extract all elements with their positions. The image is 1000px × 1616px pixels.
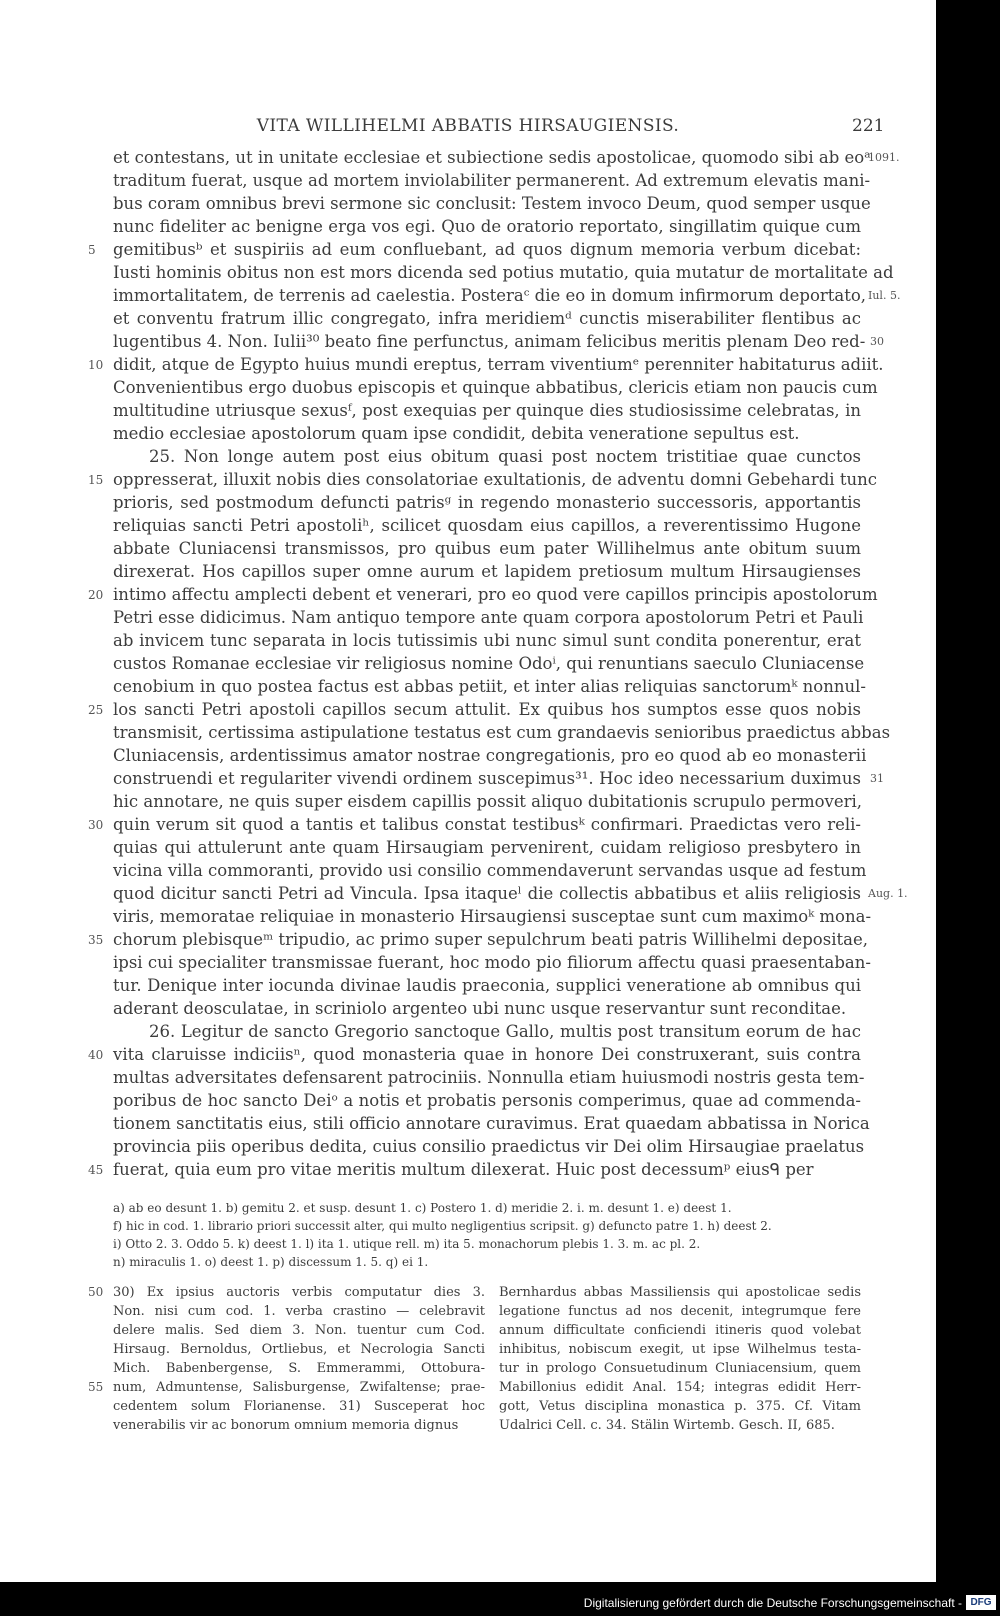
- line-number: 20: [88, 588, 104, 602]
- text-line: Iusti hominis obitus non est mors dicenda sed potius mutatio, quia mutatur de mortalitate ad: [113, 263, 894, 282]
- text-line: viris, memoratae reliquiae in monasterio Hirsaugiensi susceptae sunt cum maximoᵏ mona-: [113, 907, 872, 926]
- text-line: nunc fideliter ac benigne erga vos egi. Quo de oratorio reportato, singillatim quique cum: [113, 217, 861, 236]
- note-line: cedentem solum Florianense. 31) Susceperat hoc: [113, 1399, 485, 1414]
- note-line: 30) Ex ipsius auctoris verbis computatur dies 3.: [113, 1285, 485, 1300]
- line-number: 35: [88, 933, 104, 947]
- text-line: aderant deosculatae, in scriniolo argenteo ubi nunc usque reservantur sunt reconditae.: [113, 999, 847, 1018]
- note-line: legatione functus ad nos decenit, integrumque fere: [499, 1304, 861, 1319]
- text-line: gemitibusᵇ et suspiriis ad eum confluebant, ad quos dignum memoria verbum dicebat:: [113, 240, 861, 259]
- text-line: oppresserat, illuxit nobis dies consolatoriae exultationis, de adventu domni Gebehardi tunc: [113, 470, 877, 489]
- margin-note-ref: 31: [870, 772, 884, 785]
- note-line: Hirsaug. Bernoldus, Ortliebus, et Necrologia Sancti: [113, 1342, 485, 1357]
- text-line: et contestans, ut in unitate ecclesiae et subiectione sedis apostolicae, quomodo sibi ab eoᵃ: [113, 148, 871, 167]
- text-line: lugentibus 4. Non. Iulii³⁰ beato fine perfunctus, animam felicibus meritis plenam Deo red-: [113, 332, 866, 351]
- text-line: construendi et regulariter vivendi ordinem suscepimus³¹. Hoc ideo necessarium duximus: [113, 769, 861, 788]
- text-line: tionem sanctitatis eius, stili officio annotare curavimus. Erat quaedam abbatissa in Norica: [113, 1114, 870, 1133]
- text-line: multas adversitates defensarent patrociniis. Nonnulla etiam huiusmodi nostris gesta tem-: [113, 1068, 865, 1087]
- dfg-logo: DFG: [966, 1595, 996, 1610]
- text-line: quin verum sit quod a tantis et talibus constat testibusᵏ confirmari. Praedictas vero reli-: [113, 815, 861, 834]
- variant-note-line: f) hic in cod. 1. librario priori successit alter, qui multo negligentius scripsit. g) defuncto patre 1. h) deest 2.: [113, 1219, 772, 1233]
- line-number: 5: [88, 243, 96, 257]
- text-line: et conventu fratrum illic congregato, infra meridiemᵈ cunctis miserabiliter flentibus ac: [113, 309, 861, 328]
- text-line: provincia piis operibus dedita, cuius consilio praedictus vir Dei olim Hirsaugiae praelatus: [113, 1137, 865, 1156]
- variant-note-line: i) Otto 2. 3. Oddo 5. k) deest 1. l) ita 1. utique rell. m) ita 5. monachorum plebis 1. 3. m. ac pl. 2.: [113, 1237, 701, 1251]
- text-line: transmisit, certissima astipulatione testatus est cum grandaevis senioribus praedictus abbas: [113, 723, 891, 742]
- text-line: bus coram omnibus brevi sermone sic conclusit: Testem invoco Deum, quod semper usque: [113, 194, 871, 213]
- text-line: multitudine utriusque sexusᶠ, post exequias per quinque dies studiosissime celebratas, in: [113, 401, 861, 420]
- text-line: reliquias sancti Petri apostoliʰ, scilicet quosdam eius capillos, a reverentissimo Hugone: [113, 516, 861, 535]
- running-header: [0, 116, 936, 140]
- note-line: num, Admuntense, Salisburgense, Zwifaltense; prae-: [113, 1380, 485, 1395]
- text-line: intimo affectu amplecti debent et venerari, pro eo quod vere capillos principis apostolorum: [113, 585, 878, 604]
- text-line: vicina villa commoranti, provido usi consilio commendaverunt servandas usque ad festum: [113, 861, 867, 880]
- text-line: prioris, sed postmodum defuncti patrisᵍ in regendo monasterio successoris, apportantis: [113, 493, 861, 512]
- text-line: quias qui attulerunt ante quam Hirsaugiam pervenirent, cuidam religioso presbytero in: [113, 838, 861, 857]
- funding-notice: Digitalisierung gefördert durch die Deutsche Forschungsgemeinschaft -: [583, 1596, 962, 1610]
- note-line: Mabillonius edidit Anal. 154; integras edidit Herr-: [499, 1380, 861, 1395]
- text-line: didit, atque de Egypto huius mundi ereptus, terram viventiumᵉ perenniter habitaturus adiit.: [113, 355, 884, 374]
- note-line: annum difficultate conficiendi itineris quod volebat: [499, 1323, 861, 1338]
- footer-bar: [0, 1592, 1000, 1614]
- note-line: Udalrici Cell. c. 34. Stälin Wirtemb. Gesch. II, 685.: [499, 1418, 835, 1433]
- text-line: ipsi cui specialiter transmissae fuerant, hoc modo pio filiorum affectu quasi praesentaban-: [113, 953, 871, 972]
- text-line: Convenientibus ergo duobus episcopis et quinque abbatibus, clericis etiam non paucis cum: [113, 378, 878, 397]
- text-line: fuerat, quia eum pro vitae meritis multum dilexerat. Huic post decessumᵖ eiusᑫ per: [113, 1160, 814, 1179]
- text-line: tur. Denique inter iocunda divinae laudis praeconia, supplici veneratione ab omnibus qui: [113, 976, 861, 995]
- note-line: venerabilis vir ac bonorum omnium memoria dignus: [113, 1418, 459, 1433]
- note-line: Mich. Babenbergense, S. Emmerammi, Ottobura-: [113, 1361, 485, 1376]
- line-number: 55: [88, 1380, 104, 1394]
- text-line: cenobium in quo postea factus est abbas petiit, et inter alias reliquias sanctorumᵏ nonnul-: [113, 677, 866, 696]
- note-line: Non. nisi cum cod. 1. verba crastino — celebravit: [113, 1304, 485, 1319]
- text-line: vita claruisse indiciisⁿ, quod monasteria quae in honore Dei construxerant, suis contra: [113, 1045, 861, 1064]
- line-number: 15: [88, 473, 104, 487]
- note-line: Bernhardus abbas Massiliensis qui apostolicae sedis: [499, 1285, 861, 1300]
- line-number: 10: [88, 358, 104, 372]
- page-number: 221: [852, 116, 885, 136]
- margin-year: 1091.: [868, 151, 900, 164]
- margin-date: Iul. 5.: [868, 289, 901, 302]
- text-line: chorum plebisqueᵐ tripudio, ac primo super sepulchrum beati patris Willihelmi depositae,: [113, 930, 868, 949]
- note-line: tur in prologo Consuetudinum Cluniacensium, quem: [499, 1361, 861, 1376]
- text-line: Cluniacensis, ardentissimus amator nostrae congregationis, pro eo quod ab eo monasterii: [113, 746, 867, 765]
- line-number: 30: [88, 818, 104, 832]
- text-line: hic annotare, ne quis super eisdem capillis possit aliquo dubitationis scrupulo permoveri,: [113, 792, 863, 811]
- text-line: poribus de hoc sancto Deiᵒ a notis et probatis personis comperimus, quae ad commenda-: [113, 1091, 861, 1110]
- text-line: medio ecclesiae apostolorum quam ipse condidit, debita veneratione sepultus est.: [113, 424, 800, 443]
- note-line: gott, Vetus disciplina monastica p. 375. Cf. Vitam: [499, 1399, 861, 1414]
- note-line: inhibitus, nobiscum exegit, ut ipse Wilhelmus testa-: [499, 1342, 861, 1357]
- text-line: direxerat. Hos capillos super omne aurum et lapidem pretiosum multum Hirsaugienses: [113, 562, 861, 581]
- text-line: quod dicitur sancti Petri ad Vincula. Ipsa itaqueˡ die collectis abbatibus et aliis religiosis: [113, 884, 861, 903]
- variant-note-line: n) miraculis 1. o) deest 1. p) discessum 1. 5. q) ei 1.: [113, 1255, 429, 1269]
- text-line: ab invicem tunc separata in locis tutissimis ubi nunc simul sunt condita ponerentur, erat: [113, 631, 861, 650]
- text-line: los sancti Petri apostoli capillos secum attulit. Ex quibus hos sumptos esse quos nobis: [113, 700, 861, 719]
- text-line: Petri esse didicimus. Nam antiquo tempore ante quam corpora apostolorum Petri et Pauli: [113, 608, 864, 627]
- text-line: 26. Legitur de sancto Gregorio sanctoque Gallo, multis post transitum eorum de hac: [149, 1022, 861, 1041]
- text-line: traditum fuerat, usque ad mortem inviolabiliter permanerent. Ad extremum elevatis mani-: [113, 171, 871, 190]
- line-number: 40: [88, 1048, 104, 1062]
- line-number: 50: [88, 1285, 104, 1299]
- text-line: abbate Cluniacensi transmissos, pro quibus eum pater Willihelmus ante obitum suum: [113, 539, 861, 558]
- text-line: 25. Non longe autem post eius obitum quasi post noctem tristitiae quae cunctos: [149, 447, 861, 466]
- line-number: 25: [88, 703, 104, 717]
- line-number: 45: [88, 1163, 104, 1177]
- margin-date: Aug. 1.: [868, 887, 908, 900]
- text-line: immortalitatem, de terrenis ad caelestia. Posteraᶜ die eo in domum infirmorum deportato,: [113, 286, 867, 305]
- note-line: delere malis. Sed diem 3. Non. tuentur cum Cod.: [113, 1323, 485, 1338]
- margin-note-ref: 30: [870, 335, 884, 348]
- running-title: VITA WILLIHELMI ABBATIS HIRSAUGIENSIS.: [256, 116, 680, 136]
- text-line: custos Romanae ecclesiae vir religiosus nomine Odoⁱ, qui renuntians saeculo Cluniacense: [113, 654, 865, 673]
- variant-note-line: a) ab eo desunt 1. b) gemitu 2. et susp. desunt 1. c) Postero 1. d) meridie 2. i. m. desunt 1. e) deest 1.: [113, 1201, 732, 1215]
